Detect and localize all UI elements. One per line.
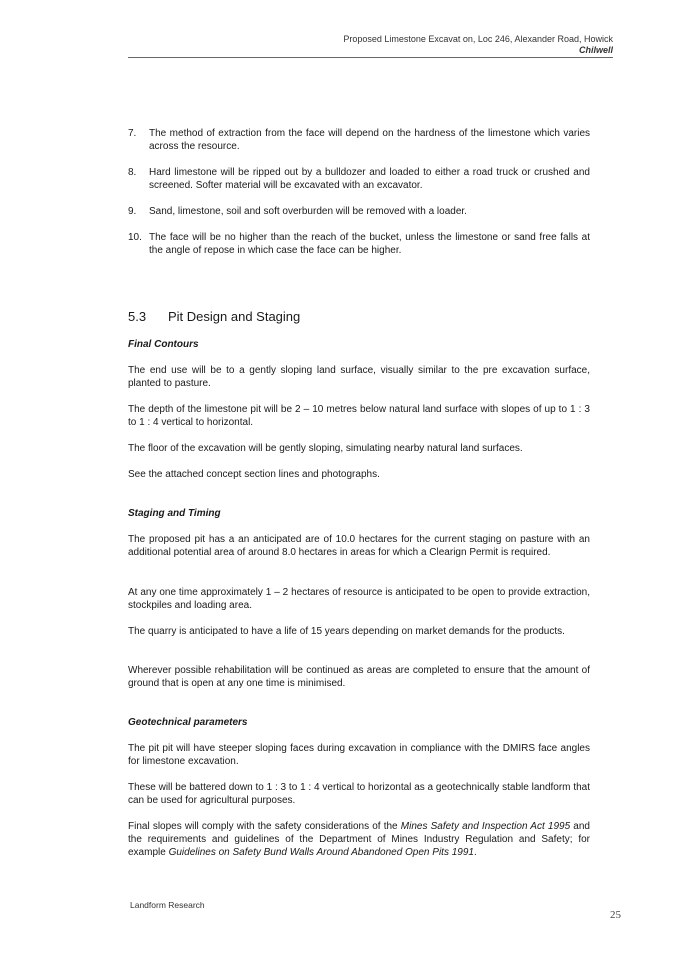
paragraph: The depth of the limestone pit will be 2 – 10 metres below natural land surface with slopes of up to 1 : 3 to 1 : 4 vertical to horizontal. — [128, 404, 590, 428]
section-number: 5.3 — [128, 309, 147, 324]
paragraph: The pit pit will have steeper sloping faces during excavation in compliance with the DMIRS face angles for limestone excavation. — [128, 743, 590, 767]
paragraph: Wherever possible rehabilitation will be continued as areas are completed to ensure that the amount of ground that is open at any one time is minimised. — [128, 665, 590, 689]
paragraph-final-slopes — [128, 820, 590, 859]
staging-heading: Staging and Timing — [128, 508, 221, 519]
list-text: The method of extraction from the face will depend on the hardness of the limestone which varies across the resource. — [149, 128, 590, 152]
list-item — [128, 166, 590, 192]
list-number: 10. — [128, 232, 142, 243]
geotech-heading: Geotechnical parameters — [128, 717, 248, 728]
paragraph-text: Final slopes will comply with the safety considerations of the — [128, 821, 401, 832]
list-item — [128, 205, 590, 218]
paragraph-text: . — [473, 847, 477, 858]
paragraph: The quarry is anticipated to have a life of 15 years depending on market demands for the products. — [128, 626, 565, 637]
list-number: 8. — [128, 167, 137, 178]
section-heading: Pit Design and Staging — [168, 309, 301, 324]
list-text: Hard limestone will be ripped out by a bulldozer and loaded to either a road truck or crushed and screened. Softer material will be excavated with an excavator. — [149, 167, 590, 191]
paragraph: These will be battered down to 1 : 3 to 1 : 4 vertical to horizontal as a geotechnically stable landform that can be used for agricultural purposes. — [128, 782, 590, 806]
list-number: 7. — [128, 128, 137, 139]
paragraph: See the attached concept section lines and photographs. — [128, 469, 380, 480]
paragraph: The end use will be to a gently sloping land surface, visually similar to the pre excavation surface, planted to pasture. — [128, 365, 590, 389]
act-citation: Mines Safety and Inspection Act 1995 — [400, 821, 571, 832]
list-item — [128, 231, 590, 257]
paragraph-text: and the requirements and guidelines of the Department of Mines Industry Regulation and Safety; for example — [128, 821, 590, 858]
paragraph: The floor of the excavation will be gently sloping, simulating nearby natural land surfaces. — [128, 443, 523, 454]
paragraph: The proposed pit has a an anticipated are of 10.0 hectares for the current staging on pasture with an additional potential area of around 8.0 hectares in areas for which a Clearign Permit is required. — [128, 534, 590, 558]
list-item — [128, 127, 590, 153]
list-text: The face will be no higher than the reach of the bucket, unless the limestone or sand free falls at the angle of repose in which case the face can be higher. — [149, 232, 590, 256]
list-text: Sand, limestone, soil and soft overburden will be removed with a loader. — [149, 206, 467, 217]
header-rule — [128, 57, 613, 58]
header-subtitle: Chilwell — [578, 45, 613, 55]
page-number: 25 — [610, 909, 621, 921]
guideline-citation: Guidelines on Safety Bund Walls Around Abandoned Open Pits 1991 — [168, 847, 474, 858]
list-number: 9. — [128, 206, 137, 217]
paragraph: At any one time approximately 1 – 2 hectares of resource is anticipated to be open to provide extraction, stockpiles and loading area. — [128, 587, 590, 611]
header-title: Proposed Limestone Excavat on, Loc 246, Alexander Road, Howick — [343, 34, 613, 44]
page-header — [128, 34, 613, 56]
numbered-list — [128, 127, 590, 270]
footer-company: Landform Research — [130, 900, 205, 910]
final-contours-heading: Final Contours — [128, 339, 199, 350]
section-title — [128, 309, 300, 325]
